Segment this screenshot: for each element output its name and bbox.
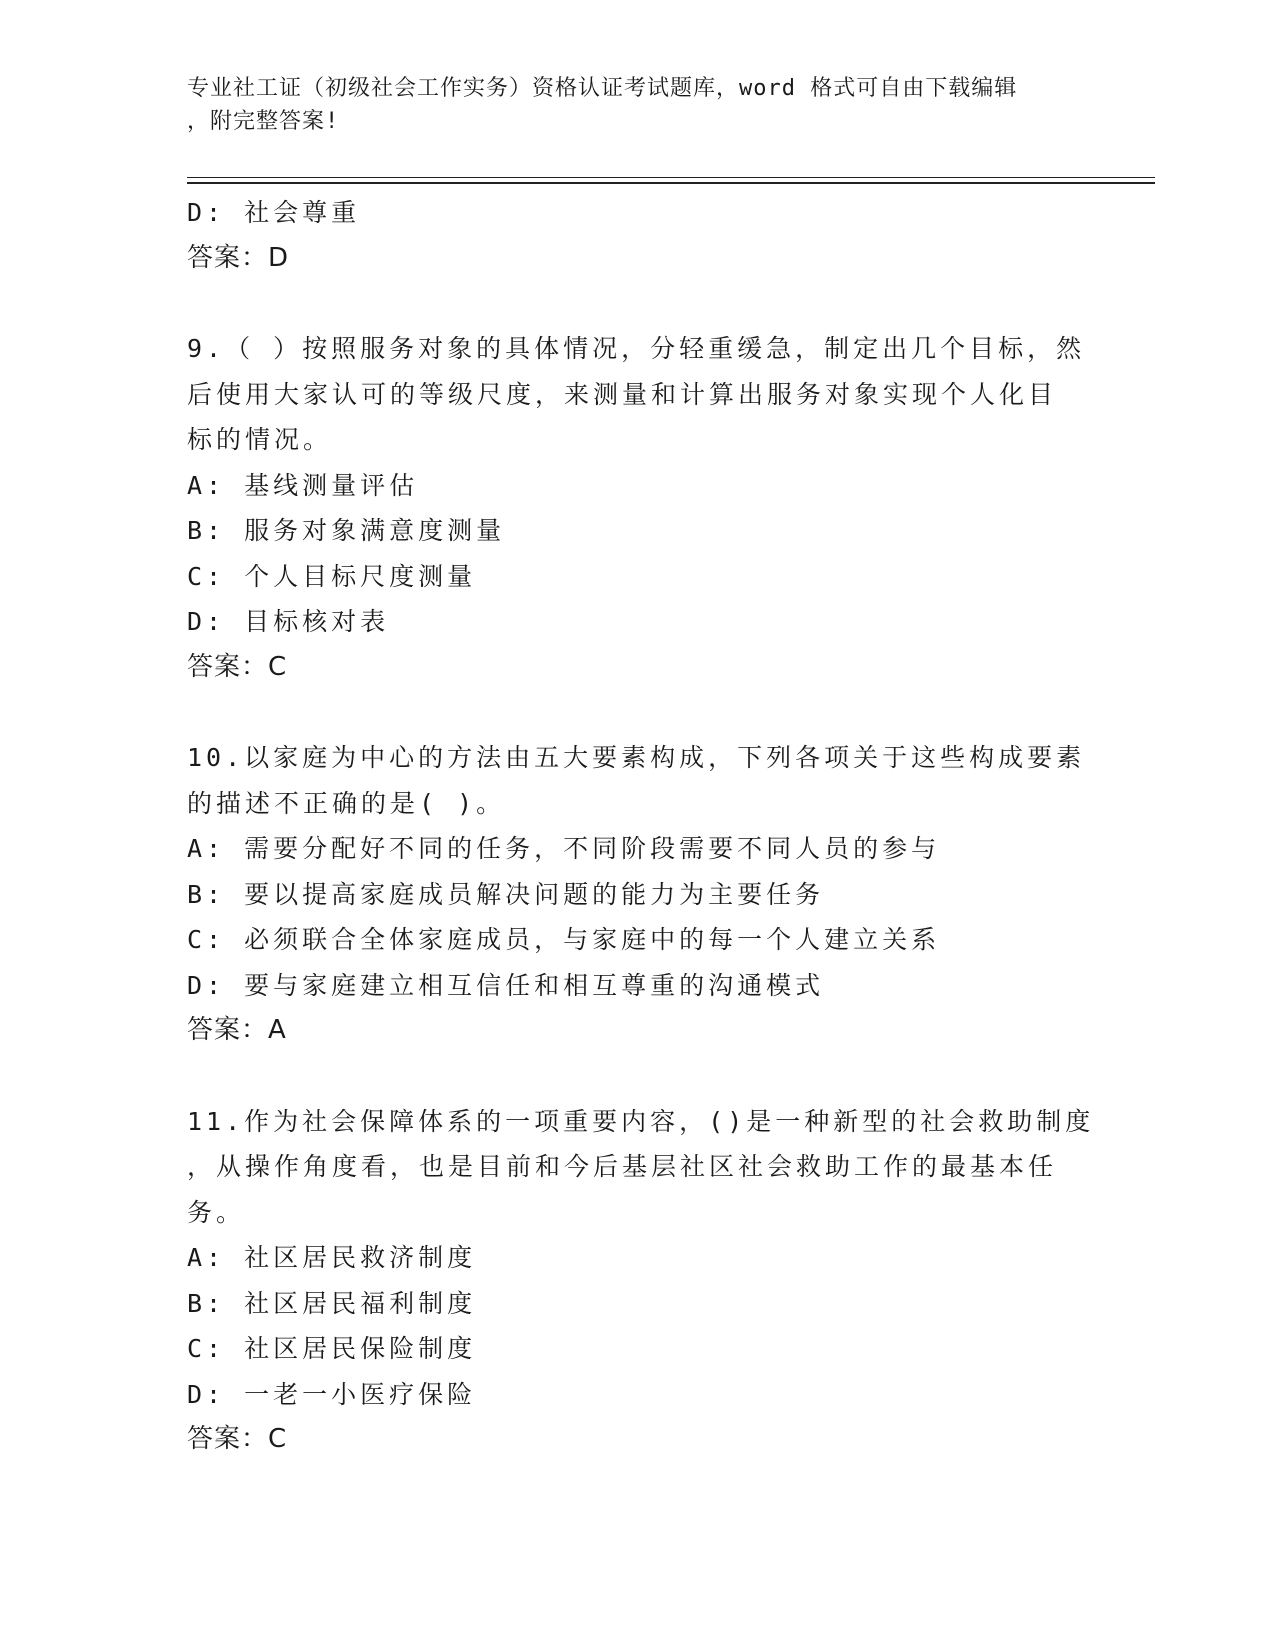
option-c: C: 社区居民保险制度: [187, 1334, 477, 1363]
option-c: C: 必须联合全体家庭成员，与家庭中的每一个人建立关系: [187, 925, 941, 954]
option-a: A: 基线测量评估: [187, 470, 419, 500]
option-d: D: 要与家庭建立相互信任和相互尊重的沟通模式: [187, 970, 825, 1000]
spacer: [187, 281, 1067, 326]
prev-answer: 答案：D: [187, 242, 290, 273]
prev-option-d: D: 社会尊重: [187, 198, 361, 227]
option-b: B: 要以提高家庭成员解决问题的能力为主要任务: [187, 879, 825, 909]
option-a: A: 社区居民救济制度: [187, 1243, 477, 1272]
question-block-11: [187, 1099, 1095, 1463]
answer: 答案：A: [187, 1015, 287, 1045]
header-title-line-1: 专业社工证（初级社会工作实务）资格认证考试题库，word 格式可自由下载编辑: [187, 76, 1018, 101]
option-a: A: 需要分配好不同的任务，不同阶段需要不同人员的参与: [187, 834, 941, 863]
question-text-line: 11.作为社会保障体系的一项重要内容，()是一种新型的社会救助制度: [187, 1106, 1095, 1136]
header-divider-thin: [187, 177, 1155, 178]
question-text-line: 标的情况。: [187, 425, 333, 454]
question-text-line: ，从操作角度看，也是目前和今后基层社区社会救助工作的最基本任: [187, 1152, 1058, 1181]
question-text-line: 10.以家庭为中心的方法由五大要素构成，下列各项关于这些构成要素: [187, 743, 1086, 772]
option-d: D: 目标核对表: [187, 607, 390, 636]
option-d: D: 一老一小医疗保险: [187, 1379, 477, 1409]
page-header: [187, 72, 1067, 138]
option-c: C: 个人目标尺度测量: [187, 561, 477, 591]
answer: 答案：C: [187, 651, 288, 682]
option-b: B: 社区居民福利制度: [187, 1288, 477, 1318]
option-b: B: 服务对象满意度测量: [187, 516, 506, 545]
spacer: [187, 1054, 1067, 1099]
header-divider-thick: [187, 182, 1155, 184]
question-block-9: [187, 326, 1086, 690]
question-text-line: 的描述不正确的是( )。: [187, 788, 506, 818]
question-text-line: 务。: [187, 1197, 246, 1227]
question-text-line: 9.（ ）按照服务对象的具体情况，分轻重缓急，制定出几个目标，然: [187, 334, 1086, 363]
question-block-10: [187, 735, 1086, 1054]
header-title-line-2: ，附完整答案!: [187, 109, 340, 134]
spacer: [187, 690, 1067, 735]
answer: 答案：C: [187, 1424, 288, 1454]
question-content: [187, 190, 1095, 1463]
question-text-line: 后使用大家认可的等级尺度，来测量和计算出服务对象实现个人化目: [187, 379, 1058, 409]
